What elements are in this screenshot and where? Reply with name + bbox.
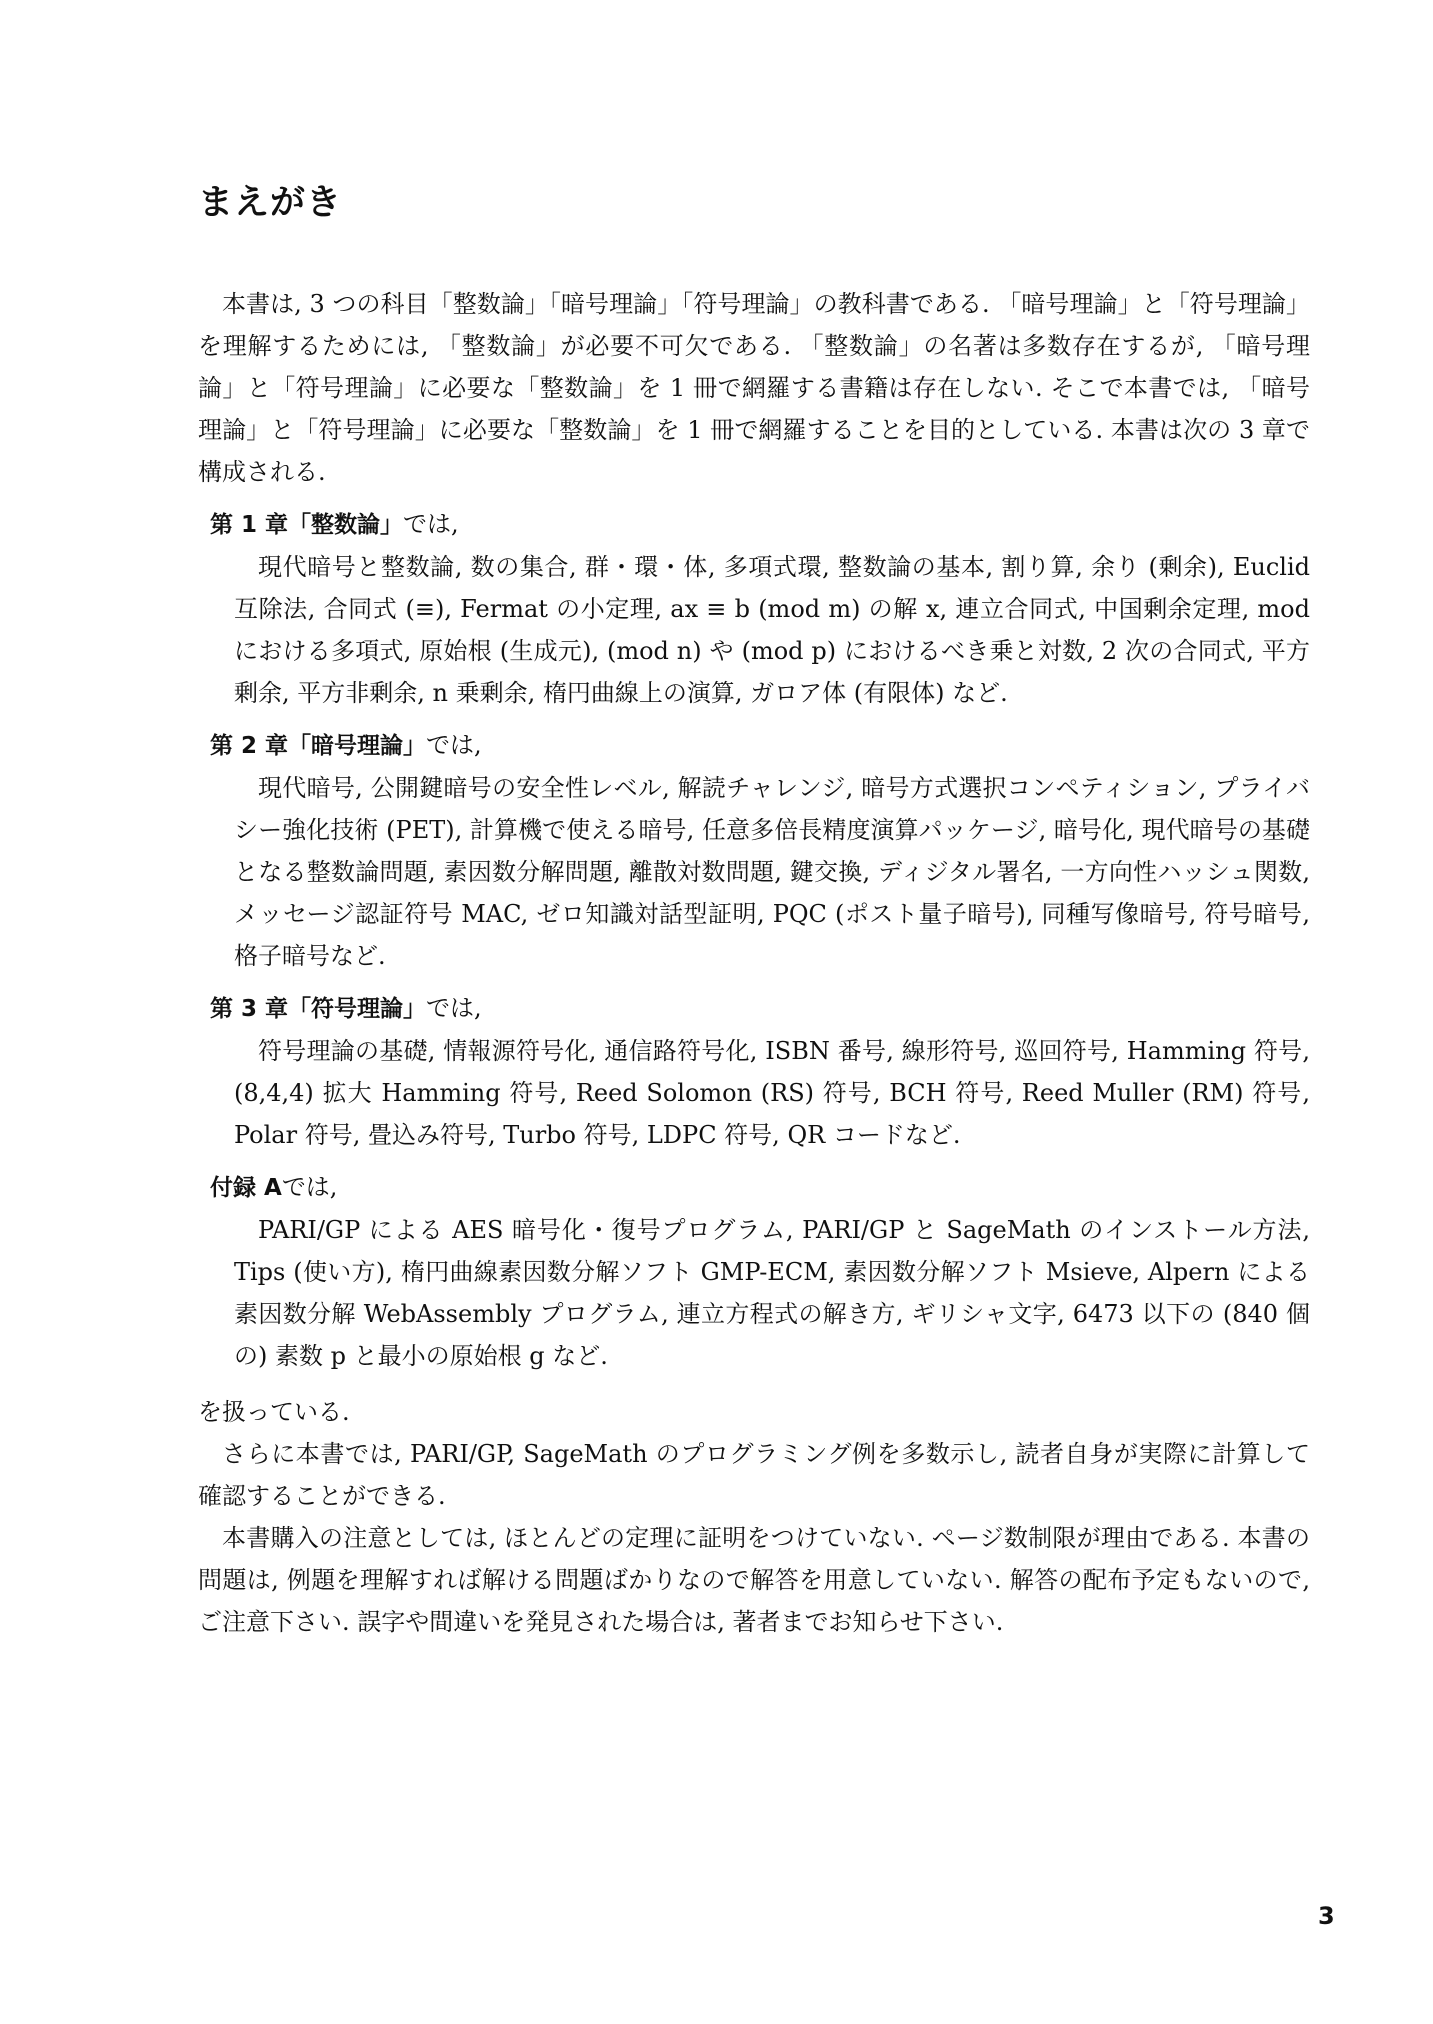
chapter-title: 第 2 章「暗号理論」 [210,733,427,759]
chapter-title: 付録 A [210,1175,282,1201]
chapter-heading [198,1166,1310,1209]
page-number: 3 [1318,1902,1335,1930]
closing-line: を扱っている. [198,1398,350,1426]
chapter-1 [198,503,1310,714]
chapter-suffix: では, [403,510,459,538]
chapter-heading [198,503,1310,546]
chapter-2 [198,724,1310,977]
chapter-suffix: では, [281,1173,338,1201]
chapter-description: PARI/GP による AES 暗号化・復号プログラム, PARI/GP と SageMath のインストール方法, Tips (使い方), 楕円曲線素因数分解ソフト GMP-ECM, 素因数分解ソフト Msieve, Alpern による素因数分解 WebAssembly プログラム, 連立方程式の解き方, ギリシャ文字, 6473 以下の (840 個の) 素数 p と最小の原始根 g など. [234,1216,1310,1370]
chapter-3 [198,987,1310,1156]
chapter-description: 符号理論の基礎, 情報源符号化, 通信路符号化, ISBN 番号, 線形符号, 巡回符号, Hamming 符号, (8,4,4) 拡大 Hamming 符号, Reed Solomon (RS) 符号, BCH 符号, Reed Muller (RM) 符号, Polar 符号, 畳込み符号, Turbo 符号, LDPC 符号, QR コードなど. [234,1037,1310,1149]
chapter-suffix: では, [426,731,482,759]
paragraph-programming: さらに本書では, PARI/GP, SageMath のプログラミング例を多数示し, 読者自身が実際に計算して確認することができる. [198,1440,1310,1510]
chapter-heading [198,987,1310,1030]
chapter-description: 現代暗号と整数論, 数の集合, 群・環・体, 多項式環, 整数論の基本, 割り算, 余り (剰余), Euclid 互除法, 合同式 (≡), Fermat の小定理, ax ≡ b (mod m) の解 x, 連立合同式, 中国剰余定理, mod における多項式, 原始根 (生成元), (mod n) や (mod p) におけるべき乗と対数, 2 次の合同式, 平方剰余, 平方非剰余, n 乗剰余, 楕円曲線上の演算, ガロア体 (有限体) など. [234,553,1310,707]
chapter-title: 第 3 章「符号理論」 [210,996,427,1022]
chapter-title: 第 1 章「整数論」 [210,512,404,538]
paragraph-notice: 本書購入の注意としては, ほとんどの定理に証明をつけていない. ページ数制限が理由である. 本書の問題は, 例題を理解すれば解ける問題ばかりなので解答を用意していない. 解答の配布予定もないので, ご注意下さい. 誤字や間違いを発見された場合は, 著者までお知らせ下さい. [198,1524,1310,1636]
page-title: まえがき [198,183,343,223]
chapter-suffix: では, [426,994,482,1022]
chapter-description: 現代暗号, 公開鍵暗号の安全性レベル, 解読チャレンジ, 暗号方式選択コンペティション, プライバシー強化技術 (PET), 計算機で使える暗号, 任意多倍長精度演算パッケージ, 暗号化, 現代暗号の基礎となる整数論問題, 素因数分解問題, 離散対数問題, 鍵交換, ディジタル署名, 一方向性ハッシュ関数, メッセージ認証符号 MAC, ゼロ知識対話型証明, PQC (ポスト量子暗号), 同種写像暗号, 符号暗号, 格子暗号など. [234,774,1310,970]
appendix-a [198,1166,1310,1377]
chapter-heading [198,724,1310,767]
preface-page [198,175,1310,1643]
intro-paragraph: 本書は, 3 つの科目「整数論」「暗号理論」「符号理論」の教科書である. 「暗号理論」と「符号理論」を理解するためには, 「整数論」が必要不可欠である. 「整数論」の名著は多数存在するが, 「暗号理論」と「符号理論」に必要な「整数論」を 1 冊で網羅する書籍は存在しない. そこで本書では, 「暗号理論」と「符号理論」に必要な「整数論」を 1 冊で網羅することを目的としている. 本書は次の 3 章で構成される. [198,290,1310,486]
